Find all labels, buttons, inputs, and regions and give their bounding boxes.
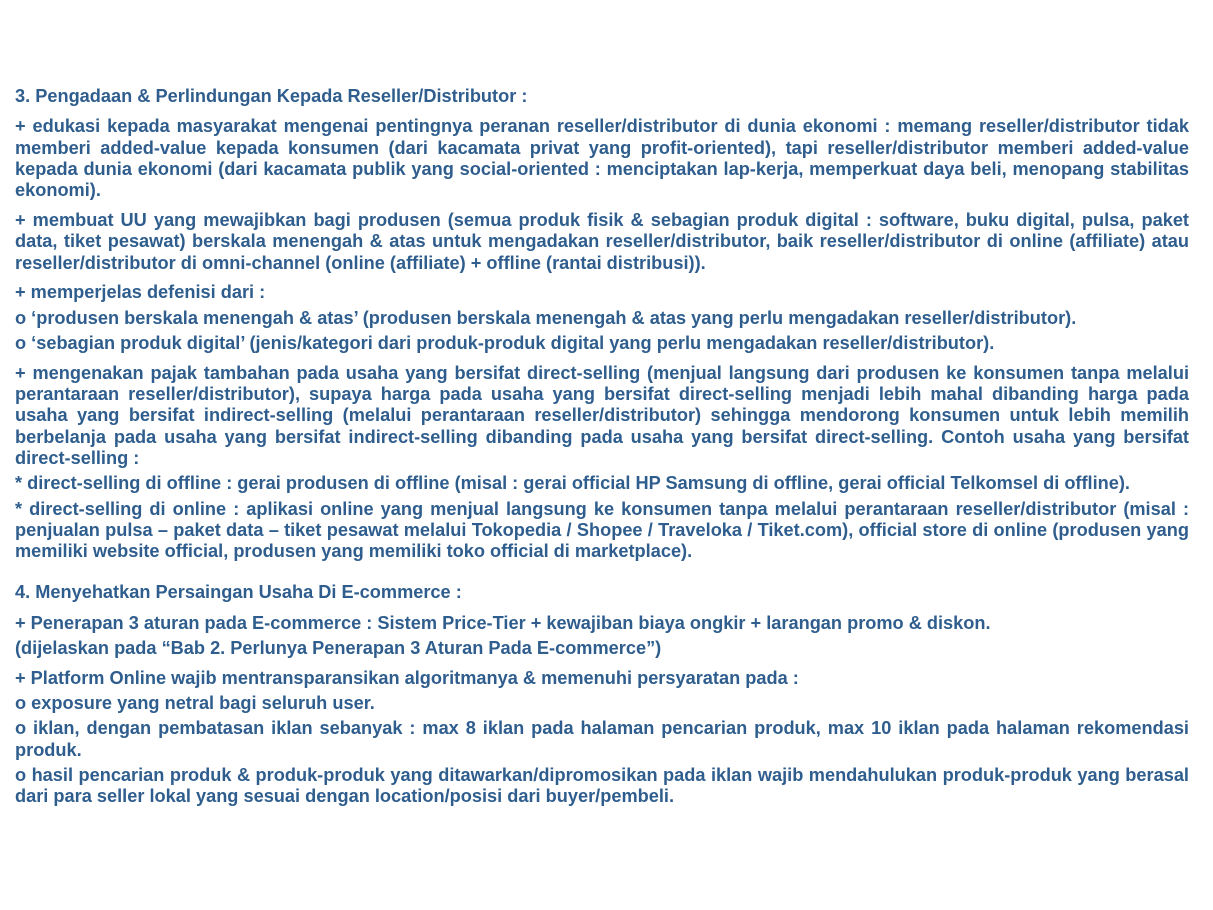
list-item: o ‘sebagian produk digital’ (jenis/kategori dari produk-produk digital yang perlu mengadakan reseller/distributor). — [15, 332, 995, 353]
paragraph: + Penerapan 3 aturan pada E-commerce : Sistem Price-Tier + kewajiban biaya ongkir + larangan promo & diskon. — [15, 612, 991, 633]
paragraph: + edukasi kepada masyarakat mengenai pentingnya peranan reseller/distributor di dunia ekonomi : memang reseller/distributor tidak memberi added-value kepada konsumen (dari kacamata privat yang profit-oriented), tapi reseller/distributor memberi added-value kepada dunia ekonomi (dari kacamata publik yang social-oriented : menciptakan lap-kerja, memperkuat daya beli, menopang stabilitas ekonomi). — [15, 116, 1189, 201]
document-body — [15, 86, 1189, 816]
list-item: * direct-selling di online : aplikasi online yang menjual langsung ke konsumen tanpa melalui perantaraan reseller/distributor (misal : penjualan pulsa – paket data – tiket pesawat melalui Tokopedia / Shopee / Traveloka / Tiket.com), official store di online (produsen yang memiliki website official, produsen yang memiliki toko official di marketplace). — [15, 498, 1189, 562]
section-3-heading: 3. Pengadaan & Perlindungan Kepada Reseller/Distributor : — [15, 86, 528, 106]
paragraph: + Platform Online wajib mentransparansikan algoritmanya & memenuhi persyaratan pada : — [15, 667, 799, 688]
section-4-heading: 4. Menyehatkan Persaingan Usaha Di E-commerce : — [15, 582, 462, 603]
list-item: o exposure yang netral bagi seluruh user. — [15, 693, 375, 714]
paragraph: (dijelaskan pada “Bab 2. Perlunya Penerapan 3 Aturan Pada E-commerce”) — [15, 638, 662, 659]
paragraph: + membuat UU yang mewajibkan bagi produsen (semua produk fisik & sebagian produk digital : software, buku digital, pulsa, paket data, tiket pesawat) berskala menengah & atas untuk mengadakan reseller/distributor, baik reseller/distributor di online (affiliate) atau reseller/distributor di omni-channel (online (affiliate) + offline (rantai distribusi)). — [15, 209, 1189, 273]
list-item: * direct-selling di offline : gerai produsen di offline (misal : gerai official HP Samsung di offline, gerai official Telkomsel di offline). — [15, 473, 1130, 494]
list-item: o ‘produsen berskala menengah & atas’ (produsen berskala menengah & atas yang perlu mengadakan reseller/distributor). — [15, 307, 1077, 328]
list-item: o iklan, dengan pembatasan iklan sebanyak : max 8 iklan pada halaman pencarian produk, max 10 iklan pada halaman rekomendasi produk. — [15, 718, 1189, 760]
paragraph: + memperjelas defenisi dari : — [15, 282, 266, 303]
list-item: o hasil pencarian produk & produk-produk yang ditawarkan/dipromosikan pada iklan wajib mendahulukan produk-produk yang berasal dari para seller lokal yang sesuai dengan location/posisi dari buyer/pembeli. — [15, 765, 1189, 807]
paragraph: + mengenakan pajak tambahan pada usaha yang bersifat direct-selling (menjual langsung dari produsen ke konsumen tanpa melalui perantaraan reseller/distributor), supaya harga pada usaha yang bersifat direct-selling menjadi lebih mahal dibanding harga pada usaha yang bersifat indirect-selling (melalui perantaraan reseller/distributor) sehingga mendorong konsumen untuk lebih memilih berbelanja pada usaha yang bersifat indirect-selling dibanding pada usaha yang bersifat direct-selling. Contoh usaha yang bersifat direct-selling : — [15, 362, 1189, 468]
